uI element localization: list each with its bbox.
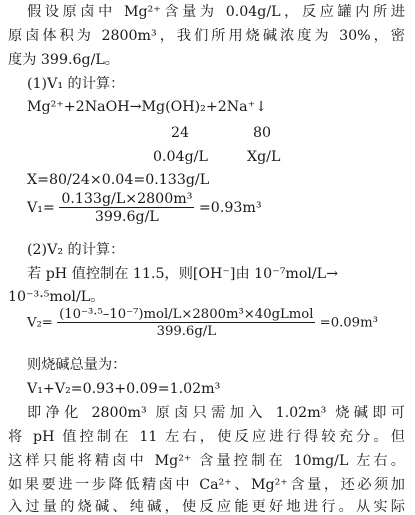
section1-heading: (1)V₁ 的计算： <box>27 76 125 92</box>
molar-mass-left: 24 <box>171 125 190 141</box>
ph-line-1: 若 pH 值控制在 11.5，则[OH⁻]由 10⁻⁷mol/L→ <box>27 266 338 282</box>
v2-lhs: V₂= <box>27 315 53 331</box>
intro-line-2: 原卤体积为 2800m³，我们所用烧碱浓度为 30%，密 <box>8 28 405 44</box>
intro-line-1: 假设原卤中 Mg²⁺含量为 0.04g/L，反应罐内所进 <box>27 4 405 20</box>
concentration-right: Xg/L <box>247 149 281 165</box>
conclusion-line-2: 将 pH 值控制在 11 左右，使反应进行得较充分。但 <box>8 429 405 445</box>
v2-formula <box>27 308 378 338</box>
intro-line-3: 度为 399.6g/L。 <box>8 52 119 68</box>
total-label: 则烧碱总量为： <box>27 357 127 373</box>
v2-fraction <box>57 308 315 338</box>
v1-formula <box>27 192 262 224</box>
conclusion-line-3: 这样只能将精卤中 Mg²⁺ 含量控制在 10mg/L 左右。 <box>8 453 405 469</box>
concentration-left: 0.04g/L <box>153 149 208 165</box>
total-equation: V₁+V₂=0.93+0.09=1.02m³ <box>27 381 221 397</box>
v1-lhs: V₁= <box>27 200 55 217</box>
v2-result: =0.09m³ <box>319 315 378 331</box>
conclusion-line-1: 即净化 2800m³ 原卤只需加入 1.02m³ 烧碱即可 <box>27 405 405 421</box>
molar-mass-right: 80 <box>253 125 272 141</box>
v2-denominator: 399.6g/L <box>156 324 216 340</box>
ph-line-2: 10⁻³·⁵mol/L。 <box>8 289 105 305</box>
x-calculation: X=80/24×0.04=0.133g/L <box>27 172 210 188</box>
conclusion-line-5: 入过量的烧碱、纯碱，使反应能更好地进行。从实际 <box>8 499 405 515</box>
v1-fraction <box>59 192 194 224</box>
v1-result: =0.93m³ <box>198 200 262 217</box>
conclusion-line-4: 如果要进一步降低精卤中 Ca²⁺、Mg²⁺含量，还必须加 <box>8 477 405 493</box>
section2-heading: (2)V₂ 的计算： <box>27 242 125 258</box>
v1-numerator: 0.133g/L×2800m³ <box>61 191 193 207</box>
v1-denominator: 399.6g/L <box>94 209 159 226</box>
v2-numerator: (10⁻³·⁵–10⁻⁷)mol/L×2800m³×40gLmol <box>59 307 314 322</box>
reaction-equation: Mg²⁺+2NaOH→Mg(OH)₂+2Na⁺↓ <box>27 99 267 115</box>
